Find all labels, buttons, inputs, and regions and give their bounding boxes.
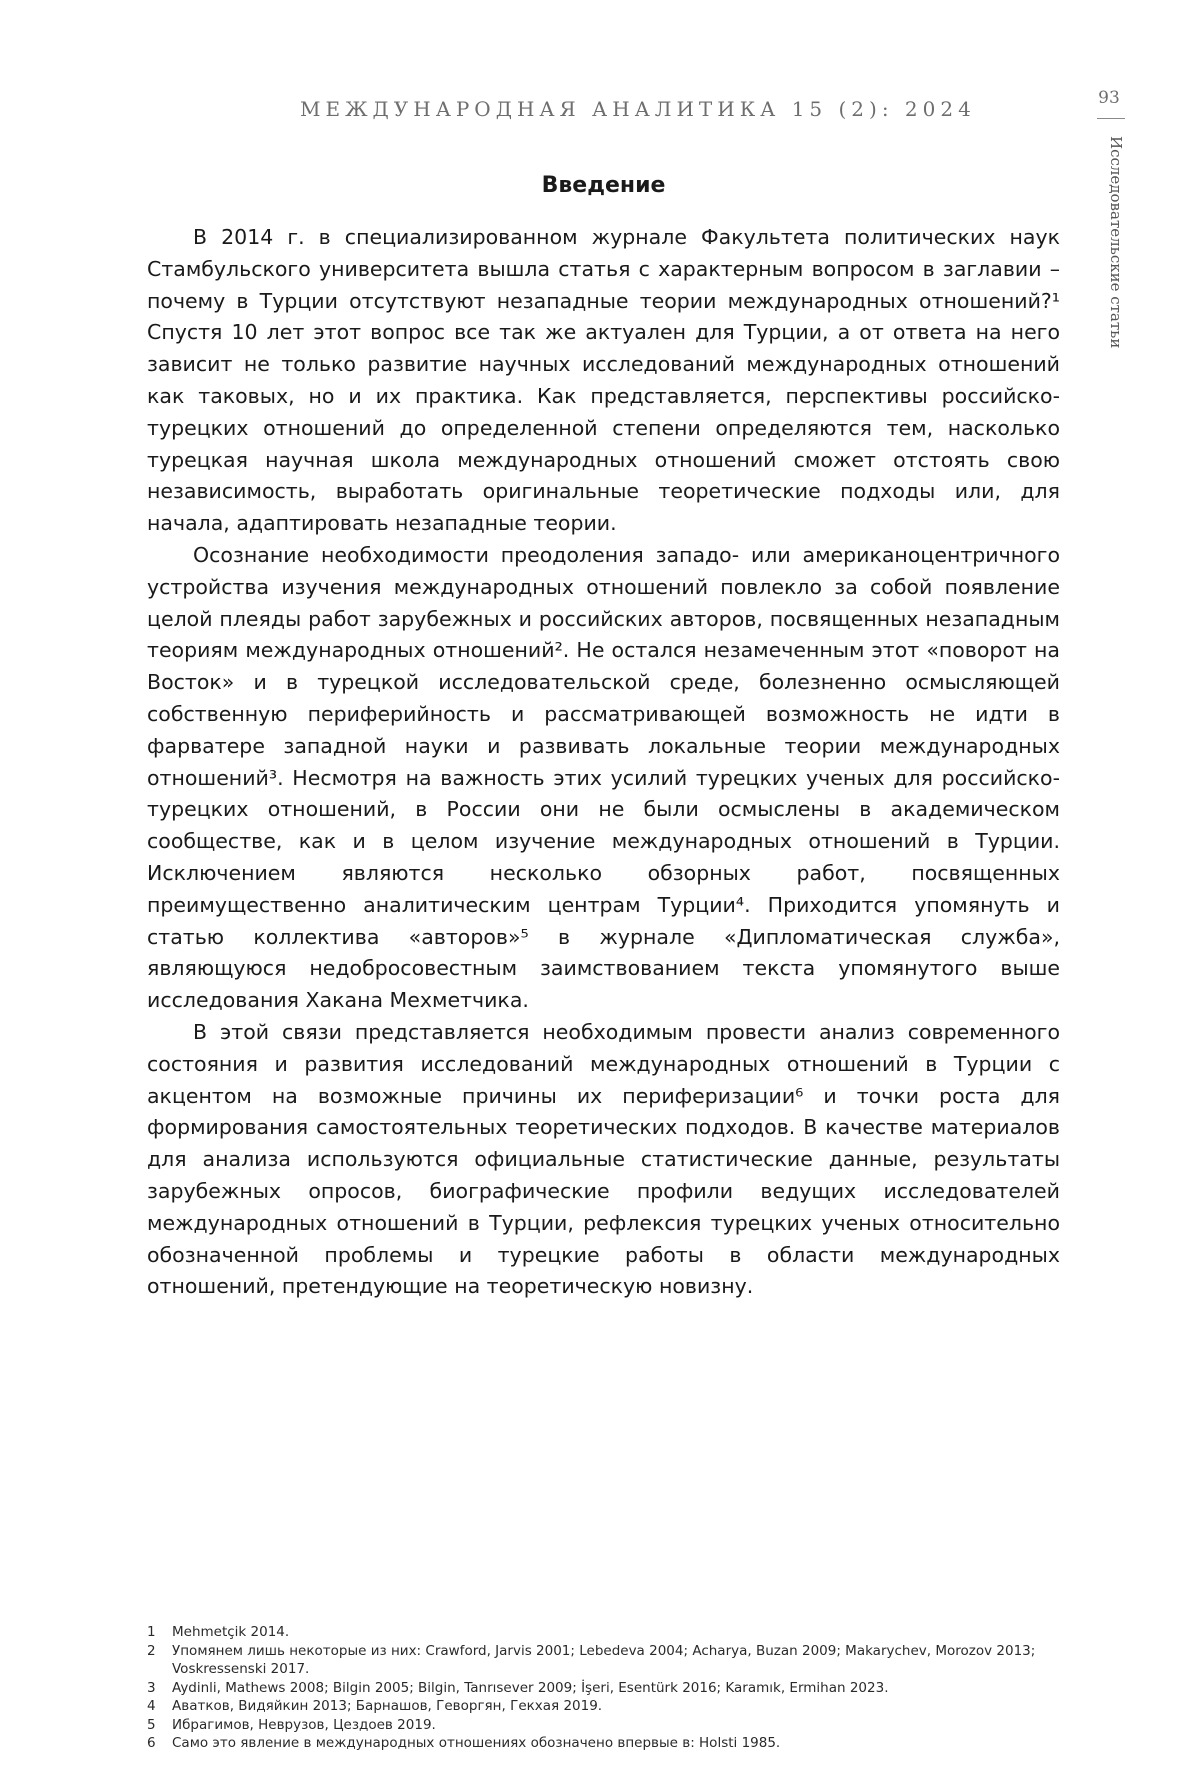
footnote	[147, 1623, 1060, 1642]
footnote-number: 5	[147, 1716, 156, 1733]
footnote-number: 6	[147, 1735, 156, 1751]
footnote	[147, 1697, 1060, 1716]
article-body	[147, 222, 1060, 1303]
footnote-text: Ибрагимов, Неврузов, Цездоев 2019.	[172, 1716, 436, 1733]
footnote	[147, 1642, 1060, 1679]
side-divider	[1097, 118, 1125, 119]
footnote-text: Аватков, Видяйкин 2013; Барнашов, Геворгян, Гекхая 2019.	[172, 1698, 603, 1714]
paragraph-1: В 2014 г. в специализированном журнале Факультета политических наук Стамбульского университета вышла статья с характерным вопросом в заглавии – почему в Турции отсутствуют незападные теории международных отношений?¹ Спустя 10 лет этот вопрос все так же актуален для Турции, а от ответа на него зависит не только развитие научных исследований международных отношений как таковых, но и их практика. Как представляется, перспективы российско-турецких отношений до определенной степени определяются тем, насколько турецкая научная школа международных отношений сможет отстоять свою независимость, выработать оригинальные теоретические подходы или, для начала, адаптировать незападные теории.	[147, 225, 1060, 536]
section-heading: Введение	[541, 173, 666, 198]
paragraph-3: В этой связи представляется необходимым провести анализ современного состояния и развития исследований международных отношений в Турции с акцентом на возможные причины их периферизации⁶ и точки роста для формирования самостоятельных теоретических подходов. В качестве материалов для анализа используются официальные статистические данные, результаты зарубежных опросов, биографические профили ведущих исследователей международных отношений в Турции, рефлексия турецких ученых относительно обозначенной проблемы и турецкие работы в области международных отношений, претендующие на теоретическую новизну.	[147, 1019, 1060, 1299]
footnote-text: Aydinli, Mathews 2008; Bilgin 2005; Bilgin, Tanrısever 2009; İşeri, Esentürk 2016; Karamık, Ermihan 2023.	[172, 1679, 889, 1696]
paragraph-2: Осознание необходимости преодоления западо- или американоцентричного устройства изучения международных отношений повлекло за собой появление целой плеяды работ зарубежных и российских авторов, посвященных незападным теориям международных отношений². Не остался незамеченным этот «поворот на Восток» и в турецкой исследовательской среде, болезненно осмысляющей собственную периферийность и рассматривающей возможность не идти в фарватере западной науки и развивать локальные теории международных отношений³. Несмотря на важность этих усилий турецких ученых для российско-турецких отношений, в России они не были осмыслены в академическом сообществе, как и в целом изучение международных отношений в Турции. Исключением являются несколько обзорных работ, посвященных преимущественно аналитическим центрам Турции⁴. Приходится упомянуть и статью коллектива «авторов»⁵ в журнале «Дипломатическая служба», являющуюся недобросовестным заимствованием текста упомянутого выше исследования Хакана Мехметчика.	[147, 542, 1060, 1013]
footnote-text: Упомянем лишь некоторые из них: Crawford, Jarvis 2001; Lebedeva 2004; Acharya, Buzan 2009; Makarychev, Morozov 2013; Voskressenski 2017.	[172, 1642, 1036, 1677]
footnote-number: 1	[147, 1624, 156, 1640]
footnote-number: 2	[147, 1642, 156, 1659]
footnote-text: Mehmetçik 2014.	[172, 1624, 290, 1640]
footnote	[147, 1716, 1060, 1735]
footnote-number: 3	[147, 1679, 156, 1696]
footnote-text: Само это явление в международных отношениях обозначено впервые в: Holsti 1985.	[172, 1735, 781, 1751]
footnote	[147, 1679, 1060, 1698]
section-label: Исследовательские статьи	[1107, 136, 1125, 349]
page-number: 93	[1098, 88, 1120, 108]
footnotes	[147, 1623, 1060, 1753]
footnote-number: 4	[147, 1698, 156, 1714]
running-head: МЕЖДУНАРОДНАЯ АНАЛИТИКА 15 (2): 2024	[300, 97, 976, 121]
footnote	[147, 1734, 1060, 1753]
